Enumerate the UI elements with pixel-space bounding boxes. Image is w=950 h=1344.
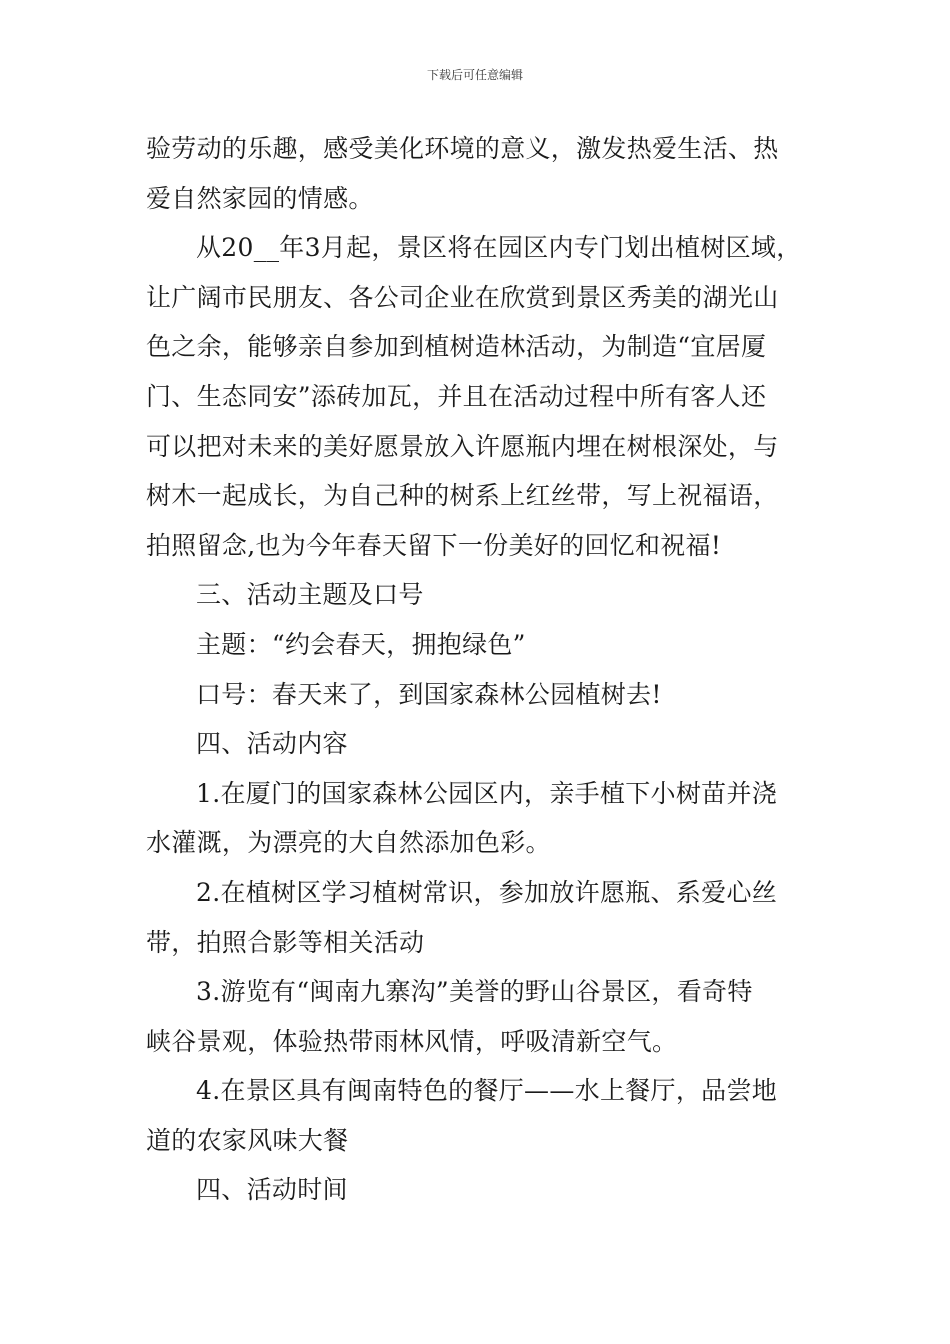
text-line: 爱自然家园的情感。: [146, 183, 374, 213]
slogan-line: 口号：春天来了，到国家森林公园植树去!: [196, 679, 662, 709]
list-item-line: 水灌溉，为漂亮的大自然添加色彩。: [146, 828, 551, 858]
list-item-line: 3.游览有“闽南九寨沟”美誉的野山谷景区，看奇特: [196, 977, 753, 1007]
document-body: [146, 124, 816, 1215]
section-heading: 四、活动时间: [196, 1175, 348, 1205]
list-item-line: 4.在景区具有闽南特色的餐厅——水上餐厅，品尝地: [196, 1076, 778, 1106]
list-item-line: 道的农家风味大餐: [146, 1125, 349, 1155]
section-heading: 三、活动主题及口号: [196, 580, 424, 610]
text-line: 可以把对未来的美好愿景放入许愿瓶内埋在树根深处，与: [146, 431, 779, 461]
text-line: 从20__年3月起，景区将在园区内专门划出植树区域，: [196, 233, 802, 263]
section-heading: 四、活动内容: [196, 729, 348, 759]
list-item-line: 2.在植树区学习植树常识，参加放许愿瓶、系爱心丝: [196, 877, 778, 907]
text-line: 验劳动的乐趣，感受美化环境的意义，激发热爱生活、热: [146, 134, 779, 163]
text-line: 树木一起成长，为自己种的树系上红丝带，写上祝福语，: [146, 481, 779, 511]
list-item-line: 1.在厦门的国家森林公园区内，亲手植下小树苗并浇: [196, 778, 778, 808]
text-line: 门、生态同安”添砖加瓦，并且在活动过程中所有客人还: [146, 381, 767, 411]
theme-line: 主题：“约会春天，拥抱绿色”: [196, 629, 526, 659]
text-line: 色之余，能够亲自参加到植树造林活动，为制造“宜居厦: [146, 332, 767, 362]
list-item-line: 带，拍照合影等相关活动: [146, 927, 425, 957]
text-line: 让广阔市民朋友、各公司企业在欣赏到景区秀美的湖光山: [146, 282, 779, 312]
text-line: 拍照留念,也为今年春天留下一份美好的回忆和祝福!: [146, 530, 722, 560]
list-item-line: 峡谷景观，体验热带雨林风情，呼吸清新空气。: [146, 1026, 678, 1056]
page-header: 下载后可任意编辑: [426, 68, 523, 82]
